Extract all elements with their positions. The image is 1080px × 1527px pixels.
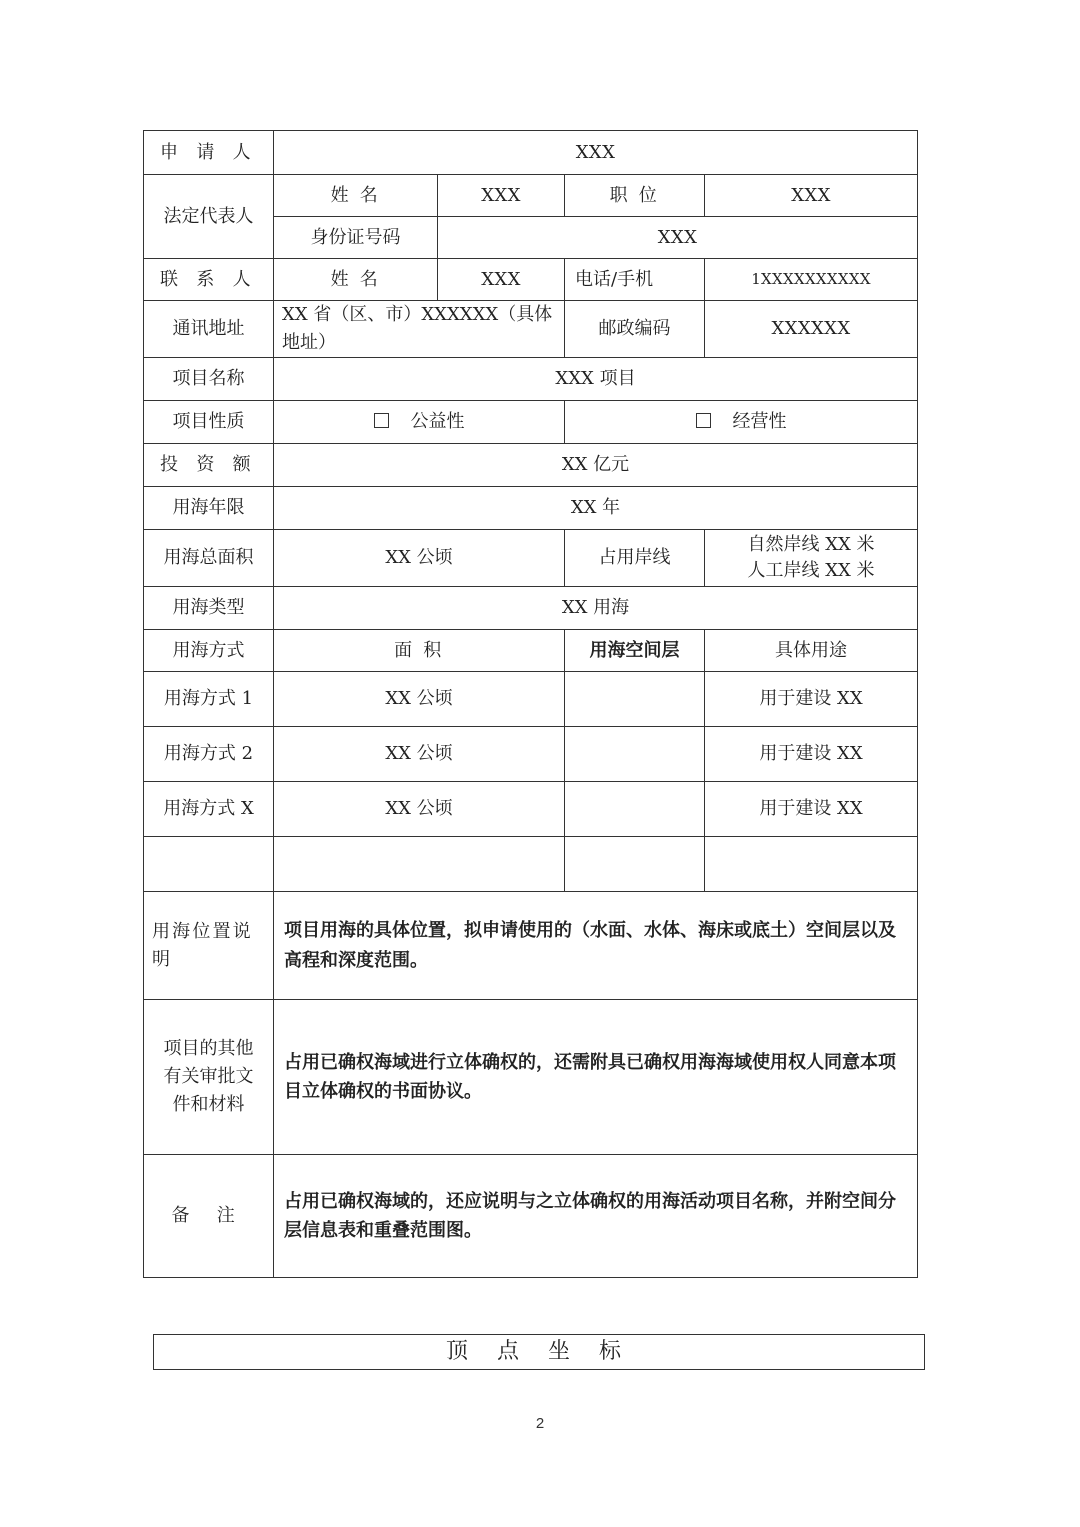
empty-cell <box>274 837 565 892</box>
location-label: 用海位置说明 <box>144 892 274 1000</box>
sea-mode-area: XX 公顷 <box>274 672 565 727</box>
sea-mode-header-label: 用海方式 <box>144 630 274 672</box>
sea-type-label: 用海类型 <box>144 587 274 630</box>
sea-mode-usage: 用于建设 XX <box>705 782 918 837</box>
remarks-label: 备 注 <box>144 1155 274 1278</box>
contact-phone-label: 电话/手机 <box>565 259 705 301</box>
sea-mode-layer <box>565 672 705 727</box>
address-value: XX 省（区、市）XXXXXX（具体地址） <box>274 301 565 358</box>
location-value: 项目用海的具体位置，拟申请使用的（水面、水体、海床或底土）空间层以及高程和深度范围。 <box>274 892 918 1000</box>
sea-mode-label: 用海方式 X <box>144 782 274 837</box>
legal-rep-position-value: XXX <box>705 175 918 217</box>
legal-rep-position-label: 职 位 <box>565 175 705 217</box>
empty-cell <box>705 837 918 892</box>
applicant-value: XXX <box>274 131 918 175</box>
contact-name-value: XXX <box>438 259 565 301</box>
term-value: XX 年 <box>274 487 918 530</box>
commercial-option-label: 经营性 <box>732 411 787 433</box>
natural-shoreline: 自然岸线 XX 米 <box>747 534 875 555</box>
contact-phone-value: 1XXXXXXXXXX <box>705 259 918 301</box>
public-option-label: 公益性 <box>410 411 465 433</box>
sea-mode-area: XX 公顷 <box>274 727 565 782</box>
sea-mode-layer <box>565 727 705 782</box>
postcode-value: XXXXXX <box>705 301 918 358</box>
table-row <box>144 672 918 727</box>
sea-mode-usage: 用于建设 XX <box>705 727 918 782</box>
total-area-value: XX 公顷 <box>274 530 565 587</box>
sea-mode-label: 用海方式 2 <box>144 727 274 782</box>
page-number: 2 <box>535 1415 545 1432</box>
address-label: 通讯地址 <box>144 301 274 358</box>
shoreline-label: 占用岸线 <box>565 530 705 587</box>
empty-cell <box>144 837 274 892</box>
table-row <box>144 727 918 782</box>
sea-mode-area-header: 面 积 <box>274 630 565 672</box>
project-name-label: 项目名称 <box>144 358 274 401</box>
legal-rep-name-value: XXX <box>438 175 565 217</box>
section-heading: 顶 点 坐 标 <box>153 1334 925 1370</box>
table-row <box>144 782 918 837</box>
empty-row <box>144 837 918 892</box>
project-name-value: XXX 项目 <box>274 358 918 401</box>
contact-label: 联 系 人 <box>144 259 274 301</box>
contact-name-label: 姓 名 <box>274 259 438 301</box>
applicant-label: 申 请 人 <box>144 131 274 175</box>
legal-rep-label: 法定代表人 <box>144 175 274 259</box>
legal-rep-id-value: XXX <box>438 217 918 259</box>
legal-rep-id-label: 身份证号码 <box>274 217 438 259</box>
sea-mode-layer <box>565 782 705 837</box>
application-form-table <box>143 130 918 1278</box>
project-nature-label: 项目性质 <box>144 401 274 444</box>
term-label: 用海年限 <box>144 487 274 530</box>
investment-value: XX 亿元 <box>274 444 918 487</box>
shoreline-values <box>705 530 918 587</box>
artificial-shoreline: 人工岸线 XX 米 <box>747 560 875 582</box>
other-docs-value: 占用已确权海域进行立体确权的，还需附具已确权用海海域使用权人同意本项目立体确权的书面协议。 <box>274 1000 918 1155</box>
total-area-label: 用海总面积 <box>144 530 274 587</box>
sea-mode-label: 用海方式 1 <box>144 672 274 727</box>
postcode-label: 邮政编码 <box>565 301 705 358</box>
sea-mode-usage: 用于建设 XX <box>705 672 918 727</box>
sea-mode-layer-header: 用海空间层 <box>565 630 705 672</box>
other-docs-label: 项目的其他有关审批文件和材料 <box>144 1000 274 1155</box>
sea-type-value: XX 用海 <box>274 587 918 630</box>
sea-mode-usage-header: 具体用途 <box>705 630 918 672</box>
sea-mode-area: XX 公顷 <box>274 782 565 837</box>
nature-option-public[interactable] <box>274 401 565 444</box>
empty-cell <box>565 837 705 892</box>
nature-option-commercial[interactable] <box>565 401 918 444</box>
remarks-value: 占用已确权海域的，还应说明与之立体确权的用海活动项目名称，并附空间分层信息表和重叠范围图。 <box>274 1155 918 1278</box>
investment-label: 投 资 额 <box>144 444 274 487</box>
legal-rep-name-label: 姓 名 <box>274 175 438 217</box>
commercial-checkbox[interactable] <box>696 413 711 428</box>
public-checkbox[interactable] <box>374 413 389 428</box>
